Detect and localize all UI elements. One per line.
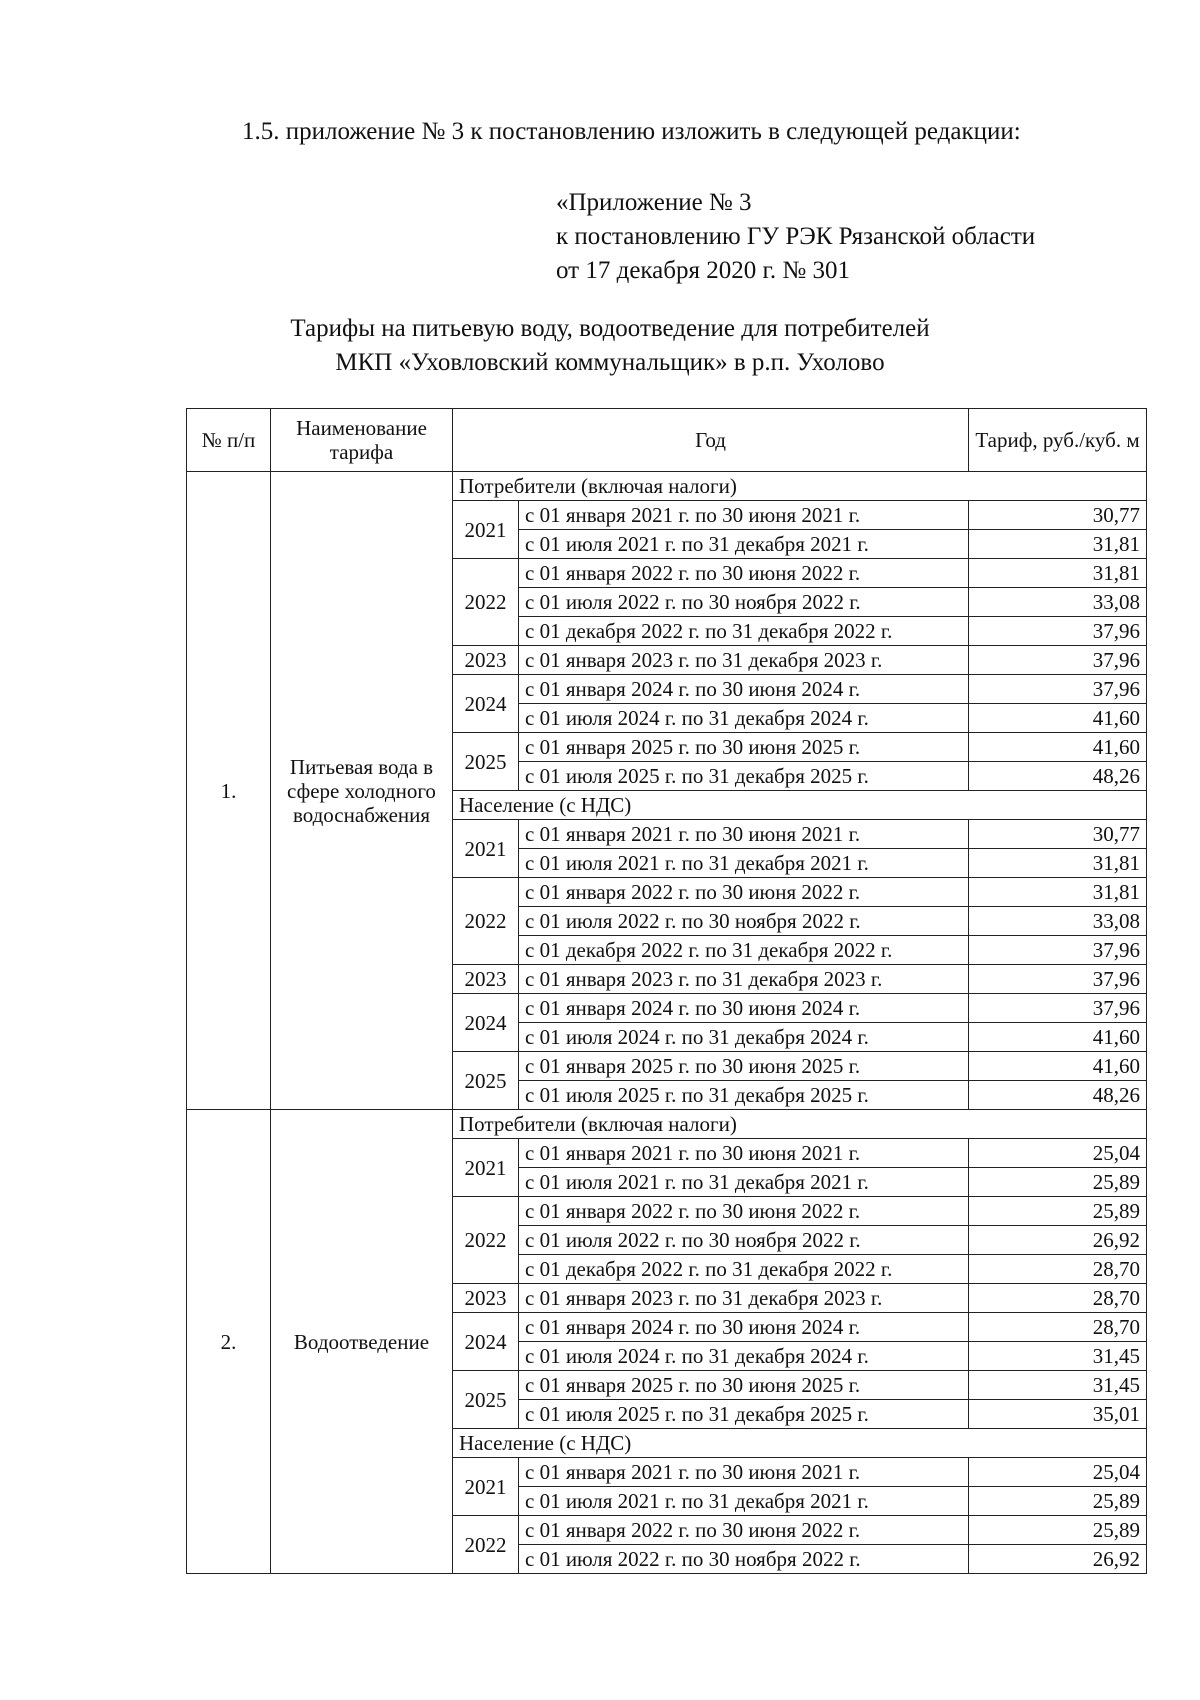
tariff-value-cell: 28,70 xyxy=(969,1255,1147,1284)
tariff-value-cell: 41,60 xyxy=(969,1023,1147,1052)
year-cell: 2021 xyxy=(453,501,519,559)
period-cell: с 01 июля 2024 г. по 31 декабря 2024 г. xyxy=(519,1023,969,1052)
period-cell: с 01 июля 2021 г. по 31 декабря 2021 г. xyxy=(519,849,969,878)
intro-line: 1.5. приложение № 3 к постановлению изложить в следующей редакции: xyxy=(242,118,1021,145)
period-cell: с 01 июля 2021 г. по 31 декабря 2021 г. xyxy=(519,530,969,559)
year-cell: 2022 xyxy=(453,1197,519,1284)
tariff-value-cell: 28,70 xyxy=(969,1284,1147,1313)
tariff-value-cell: 31,81 xyxy=(969,878,1147,907)
tariff-value-cell: 48,26 xyxy=(969,762,1147,791)
tariff-value-cell: 37,96 xyxy=(969,994,1147,1023)
period-cell: с 01 января 2021 г. по 30 июня 2021 г. xyxy=(519,1458,969,1487)
tariff-value-cell: 28,70 xyxy=(969,1313,1147,1342)
tariff-value-cell: 25,89 xyxy=(969,1487,1147,1516)
tariff-value-cell: 37,96 xyxy=(969,675,1147,704)
period-cell: с 01 декабря 2022 г. по 31 декабря 2022 г. xyxy=(519,936,969,965)
period-cell: с 01 января 2023 г. по 31 декабря 2023 г. xyxy=(519,965,969,994)
period-cell: с 01 января 2024 г. по 30 июня 2024 г. xyxy=(519,994,969,1023)
tariff-value-cell: 25,89 xyxy=(969,1168,1147,1197)
tariff-value-cell: 31,81 xyxy=(969,559,1147,588)
period-cell: с 01 января 2024 г. по 30 июня 2024 г. xyxy=(519,1313,969,1342)
period-cell: с 01 января 2023 г. по 31 декабря 2023 г. xyxy=(519,1284,969,1313)
period-cell: с 01 июля 2024 г. по 31 декабря 2024 г. xyxy=(519,704,969,733)
tariff-value-cell: 41,60 xyxy=(969,704,1147,733)
title-line-2: МКП «Уховловский коммунальщик» в р.п. Ухолово xyxy=(335,349,885,376)
year-cell: 2023 xyxy=(453,1284,519,1313)
period-cell: с 01 июля 2021 г. по 31 декабря 2021 г. xyxy=(519,1487,969,1516)
tariff-value-cell: 25,04 xyxy=(969,1139,1147,1168)
tariff-value-cell: 37,96 xyxy=(969,965,1147,994)
tariff-value-cell: 31,45 xyxy=(969,1371,1147,1400)
period-cell: с 01 января 2022 г. по 30 июня 2022 г. xyxy=(519,1516,969,1545)
header-year: Год xyxy=(453,409,969,472)
year-cell: 2025 xyxy=(453,1052,519,1110)
tariff-value-cell: 37,96 xyxy=(969,646,1147,675)
tariff-value-cell: 48,26 xyxy=(969,1081,1147,1110)
consumer-group-label: Потребители (включая налоги) xyxy=(453,472,1147,501)
tariff-name: Водоотведение xyxy=(271,1110,453,1574)
tariff-value-cell: 25,89 xyxy=(969,1197,1147,1226)
title-line-1: Тарифы на питьевую воду, водоотведение для потребителей xyxy=(290,315,930,342)
period-cell: с 01 июля 2022 г. по 30 ноября 2022 г. xyxy=(519,1545,969,1574)
year-cell: 2024 xyxy=(453,994,519,1052)
period-cell: с 01 января 2022 г. по 30 июня 2022 г. xyxy=(519,878,969,907)
tariff-value-cell: 30,77 xyxy=(969,501,1147,530)
tariff-value-cell: 31,81 xyxy=(969,849,1147,878)
year-cell: 2025 xyxy=(453,733,519,791)
year-cell: 2024 xyxy=(453,675,519,733)
year-cell: 2021 xyxy=(453,820,519,878)
period-cell: с 01 июля 2022 г. по 30 ноября 2022 г. xyxy=(519,907,969,936)
tariff-value-cell: 33,08 xyxy=(969,907,1147,936)
year-cell: 2022 xyxy=(453,878,519,965)
period-cell: с 01 января 2021 г. по 30 июня 2021 г. xyxy=(519,501,969,530)
period-cell: с 01 января 2025 г. по 30 июня 2025 г. xyxy=(519,733,969,762)
year-cell: 2022 xyxy=(453,1516,519,1574)
document-title xyxy=(180,312,1040,380)
year-cell: 2022 xyxy=(453,559,519,646)
period-cell: с 01 января 2025 г. по 30 июня 2025 г. xyxy=(519,1371,969,1400)
tariff-value-cell: 37,96 xyxy=(969,617,1147,646)
consumer-group-label: Потребители (включая налоги) xyxy=(453,1110,1147,1139)
period-cell: с 01 декабря 2022 г. по 31 декабря 2022 г. xyxy=(519,617,969,646)
tariff-name: Питьевая вода в сфере холодного водоснабжения xyxy=(271,472,453,1110)
tariff-value-cell: 41,60 xyxy=(969,1052,1147,1081)
period-cell: с 01 июля 2025 г. по 31 декабря 2025 г. xyxy=(519,762,969,791)
appendix-line-2: к постановлению ГУ РЭК Рязанской области xyxy=(556,223,1036,250)
header-name: Наименование тарифа xyxy=(271,409,453,472)
tariff-value-cell: 25,04 xyxy=(969,1458,1147,1487)
period-cell: с 01 января 2021 г. по 30 июня 2021 г. xyxy=(519,1139,969,1168)
section-number: 1. xyxy=(187,472,271,1110)
group-header-row xyxy=(187,1110,1147,1139)
header-num: № п/п xyxy=(187,409,271,472)
table-header-row xyxy=(187,409,1147,472)
appendix-line-1: «Приложение № 3 xyxy=(556,189,752,216)
appendix-reference xyxy=(556,186,1035,288)
header-tariff: Тариф, руб./куб. м xyxy=(969,409,1147,472)
period-cell: с 01 июля 2021 г. по 31 декабря 2021 г. xyxy=(519,1168,969,1197)
section-number: 2. xyxy=(187,1110,271,1574)
tariff-value-cell: 37,96 xyxy=(969,936,1147,965)
year-cell: 2021 xyxy=(453,1458,519,1516)
tariff-value-cell: 30,77 xyxy=(969,820,1147,849)
period-cell: с 01 июля 2024 г. по 31 декабря 2024 г. xyxy=(519,1342,969,1371)
appendix-line-3: от 17 декабря 2020 г. № 301 xyxy=(556,257,851,284)
tariff-value-cell: 35,01 xyxy=(969,1400,1147,1429)
period-cell: с 01 января 2022 г. по 30 июня 2022 г. xyxy=(519,559,969,588)
tariff-value-cell: 33,08 xyxy=(969,588,1147,617)
period-cell: с 01 января 2023 г. по 31 декабря 2023 г. xyxy=(519,646,969,675)
period-cell: с 01 января 2022 г. по 30 июня 2022 г. xyxy=(519,1197,969,1226)
year-cell: 2021 xyxy=(453,1139,519,1197)
tariff-table xyxy=(186,408,1147,1574)
table-body xyxy=(187,472,1147,1574)
period-cell: с 01 декабря 2022 г. по 31 декабря 2022 г. xyxy=(519,1255,969,1284)
period-cell: с 01 июля 2022 г. по 30 ноября 2022 г. xyxy=(519,1226,969,1255)
tariff-value-cell: 25,89 xyxy=(969,1516,1147,1545)
period-cell: с 01 января 2024 г. по 30 июня 2024 г. xyxy=(519,675,969,704)
year-cell: 2023 xyxy=(453,646,519,675)
period-cell: с 01 июля 2025 г. по 31 декабря 2025 г. xyxy=(519,1400,969,1429)
consumer-group-label: Население (с НДС) xyxy=(453,1429,1147,1458)
year-cell: 2023 xyxy=(453,965,519,994)
period-cell: с 01 июля 2022 г. по 30 ноября 2022 г. xyxy=(519,588,969,617)
tariff-value-cell: 31,45 xyxy=(969,1342,1147,1371)
period-cell: с 01 января 2025 г. по 30 июня 2025 г. xyxy=(519,1052,969,1081)
group-header-row xyxy=(187,472,1147,501)
tariff-value-cell: 26,92 xyxy=(969,1226,1147,1255)
consumer-group-label: Население (с НДС) xyxy=(453,791,1147,820)
period-cell: с 01 января 2021 г. по 30 июня 2021 г. xyxy=(519,820,969,849)
period-cell: с 01 июля 2025 г. по 31 декабря 2025 г. xyxy=(519,1081,969,1110)
year-cell: 2025 xyxy=(453,1371,519,1429)
year-cell: 2024 xyxy=(453,1313,519,1371)
tariff-value-cell: 31,81 xyxy=(969,530,1147,559)
tariff-value-cell: 41,60 xyxy=(969,733,1147,762)
tariff-value-cell: 26,92 xyxy=(969,1545,1147,1574)
